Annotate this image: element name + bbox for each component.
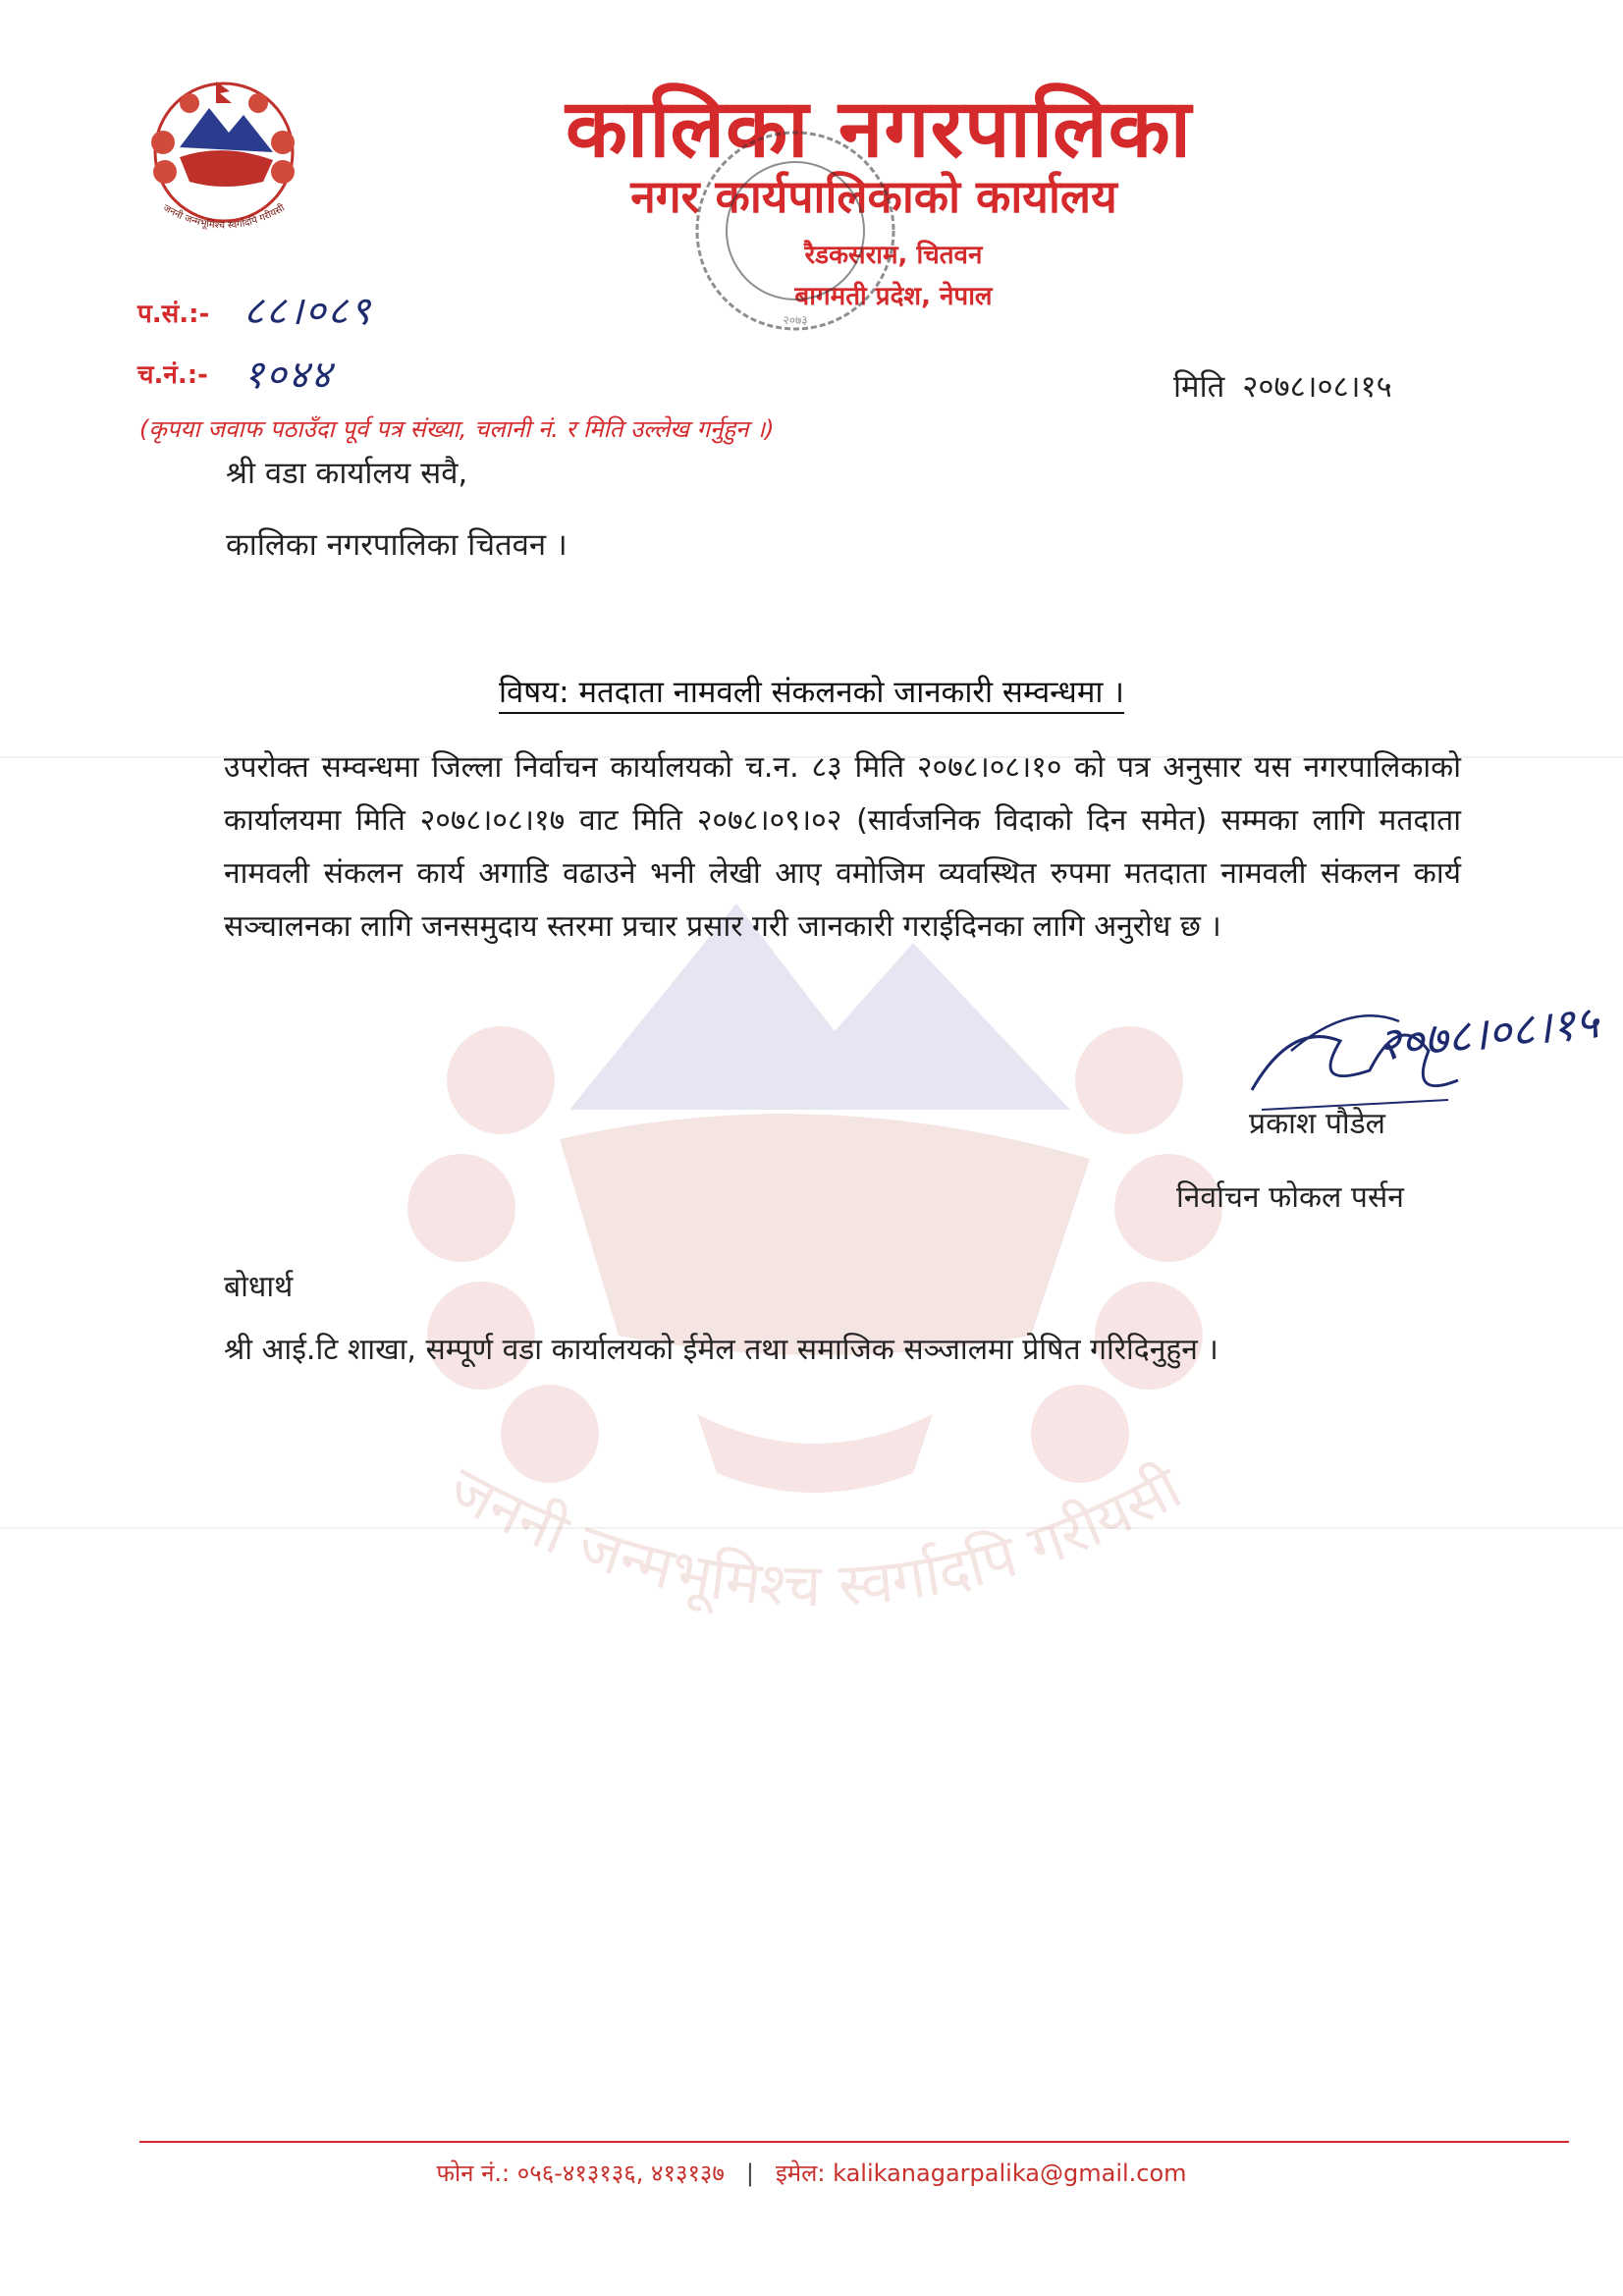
address-line-1: रैडकसराम, चितवन xyxy=(804,241,983,270)
signature-date: २०७८।०८।१५ xyxy=(1374,995,1601,1071)
signatory-name: प्रकाश पौडेल xyxy=(1249,1107,1386,1141)
letter-body: उपरोक्त सम्वन्धमा जिल्ला निर्वाचन कार्यालयको च.न. ८३ मिति २०७८।०८।१० को पत्र अनुसार यस नगरपालिकाको कार्यालयमा मिति २०७८।०८।१७ वाट मिति २०७८।०९।०२ (सार्वजनिक विदाको दिन समेत) सम्मका लागि मतदाता नामवली संकलन कार्य अगाडि वढाउने भनी लेखी आए वमोजिम व्यवस्थित रुपमा मतदाता नामवली संकलन कार्य सञ्चालनका लागि जनसमुदाय स्तरमा प्रचार प्रसार गरी जानकारी गराईदिनका लागि अनुरोध छ । xyxy=(224,750,1461,944)
office-name: नगर कार्यपालिकाको कार्यालय xyxy=(630,170,1117,223)
svg-text:२०७३: २०७३ xyxy=(783,313,808,327)
letter-number-value: ८८।०८९ xyxy=(243,289,373,334)
footer-phone: फोन नं.: ०५६-४१३१३६, ४१३१३७ xyxy=(436,2159,725,2187)
organization-name: कालिका नगरपालिका xyxy=(566,82,1192,176)
letter-number-label: प.सं.:- xyxy=(137,300,210,329)
date-label: मिति xyxy=(1173,369,1225,405)
nepal-emblem-icon xyxy=(135,74,312,241)
dispatch-number-value: १०४४ xyxy=(243,353,334,398)
dispatch-number-label: च.नं.:- xyxy=(137,360,208,390)
footer-contact xyxy=(0,2157,1623,2189)
date-value: २०७८।०८।१५ xyxy=(1242,369,1392,405)
footer-email: इमेल: kalikanagarpalika@gmail.com xyxy=(775,2159,1187,2187)
subject-line xyxy=(0,671,1623,712)
footer-divider xyxy=(139,2141,1569,2143)
svg-text:जननी जन्मभूमिश्च स्वर्गादपि गर: जननी जन्मभूमिश्च स्वर्गादपि गरीयसी xyxy=(160,202,288,232)
copy-text: श्री आई.टि शाखा, सम्पूर्ण वडा कार्यालयको ईमेल तथा समाजिक सञ्जालमा प्रेषित गरिदिनुहुन । xyxy=(224,1333,1218,1367)
reference-note: (कृपया जवाफ पठाउँदा पूर्व पत्र संख्या, चलानी नं. र मिति उल्लेख गर्नुहुन ।) xyxy=(139,415,775,443)
letter-date xyxy=(1173,365,1392,407)
subject-text: विषय: मतदाता नामवली संकलनको जानकारी सम्वन्धमा । xyxy=(499,675,1124,714)
svg-text:जननी जन्मभूमिश्च स्वर्गादपि गर: जननी जन्मभूमिश्च स्वर्गादपि गरीयसी xyxy=(437,1453,1193,1621)
footer-separator: | xyxy=(745,2159,754,2187)
recipient-line-2: कालिका नगरपालिका चितवन । xyxy=(226,527,568,563)
signatory-title: निर्वाचन फोकल पर्सन xyxy=(1176,1180,1404,1215)
office-seal-stamp-icon xyxy=(682,118,908,344)
address-line-2: बागमती प्रदेश, नेपाल xyxy=(794,282,993,311)
copy-label: बोधार्थ xyxy=(224,1270,294,1304)
recipient-line-1: श्री वडा कार्यालय सवै, xyxy=(226,456,468,491)
